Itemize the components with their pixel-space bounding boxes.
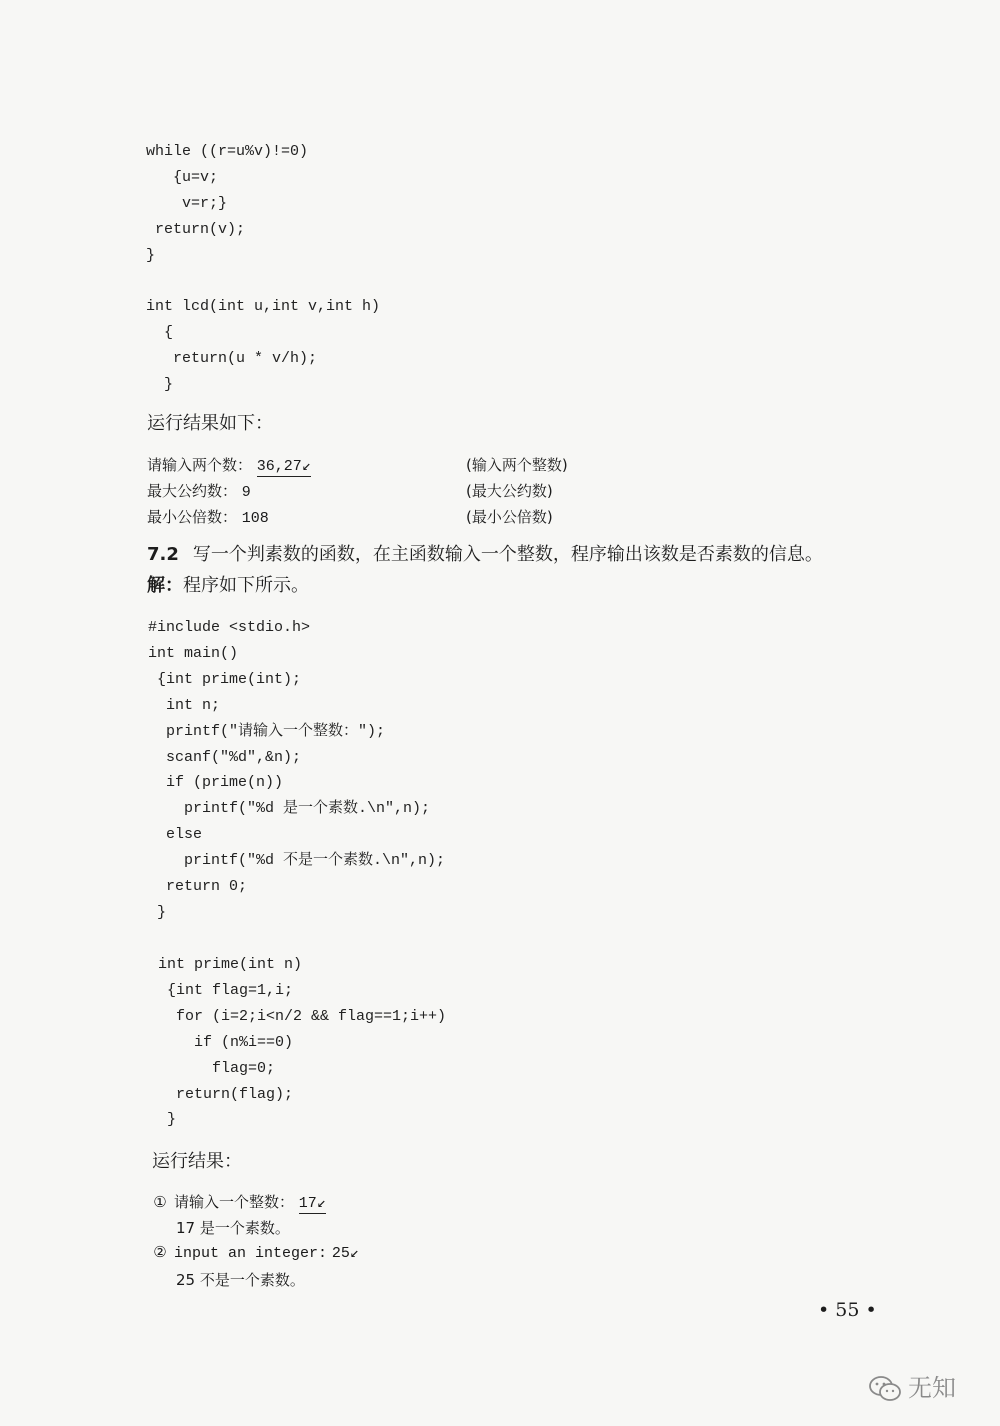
result-line <box>147 506 269 527</box>
run-prompt: input an integer: <box>174 1245 328 1262</box>
enter-arrow-icon: ↙ <box>301 458 311 475</box>
code-block-lcd: int lcd(int u,int v,int h) { return(u * v/h); } <box>146 298 381 393</box>
watermark-text: 无知 <box>908 1374 956 1402</box>
result-value: 108 <box>241 510 269 527</box>
page-number: • 55 • <box>818 1299 877 1321</box>
result-label: 请输入两个数： <box>147 456 253 474</box>
run-output: 17 是一个素数。 <box>176 1219 290 1237</box>
run-line <box>152 1243 359 1262</box>
result-note: (输入两个整数) <box>466 456 568 474</box>
enter-arrow-icon: ↙ <box>349 1245 359 1262</box>
question-text: 写一个判素数的函数，在主函数输入一个整数，程序输出该数是否素数的信息。 <box>192 544 823 565</box>
watermark <box>868 1368 956 1403</box>
run-input: 25↙ <box>331 1245 359 1262</box>
question-title <box>147 540 823 566</box>
run-heading: 运行结果： <box>152 1151 242 1172</box>
result-value: 9 <box>241 484 251 501</box>
result-note: (最大公约数) <box>466 482 553 500</box>
run-marker: ① <box>153 1193 167 1211</box>
run-prompt: 请输入一个整数： <box>174 1193 295 1211</box>
run-marker: ② <box>153 1243 167 1261</box>
wechat-icon <box>868 1375 902 1403</box>
solution-label: 解： <box>147 575 183 596</box>
result-line <box>147 480 251 501</box>
result-note: (最小公倍数) <box>466 508 553 526</box>
results-heading: 运行结果如下： <box>147 413 273 434</box>
code-block-main: #include <stdio.h> int main() {int prime(int); int n; printf("请输入一个整数："); scanf("%d",&n); if (prime(n)) printf("%d 是一个素数.\n",n); else printf("%d 不是一个素数.\n",n); return 0; } <box>148 619 446 921</box>
code-block-gcd-end: while ((r=u%v)!=0) {u=v; v=r;} return(v); } <box>146 143 309 264</box>
run-output: 25 不是一个素数。 <box>176 1271 305 1289</box>
run-line <box>152 1191 326 1212</box>
enter-arrow-icon: ↙ <box>316 1195 326 1212</box>
result-input: 36,27↙ <box>256 458 311 475</box>
result-label: 最大公约数： <box>147 482 238 500</box>
question-number: 7.2 <box>147 544 179 565</box>
solution-line <box>147 571 309 597</box>
result-label: 最小公倍数： <box>147 508 238 526</box>
solution-text: 程序如下所示。 <box>183 575 309 596</box>
run-input: 17↙ <box>298 1195 326 1212</box>
result-line <box>147 454 311 475</box>
code-block-prime: int prime(int n) {int flag=1,i; for (i=2;i<n/2 && flag==1;i++) if (n%i==0) flag=0; return(flag); } <box>158 956 447 1129</box>
